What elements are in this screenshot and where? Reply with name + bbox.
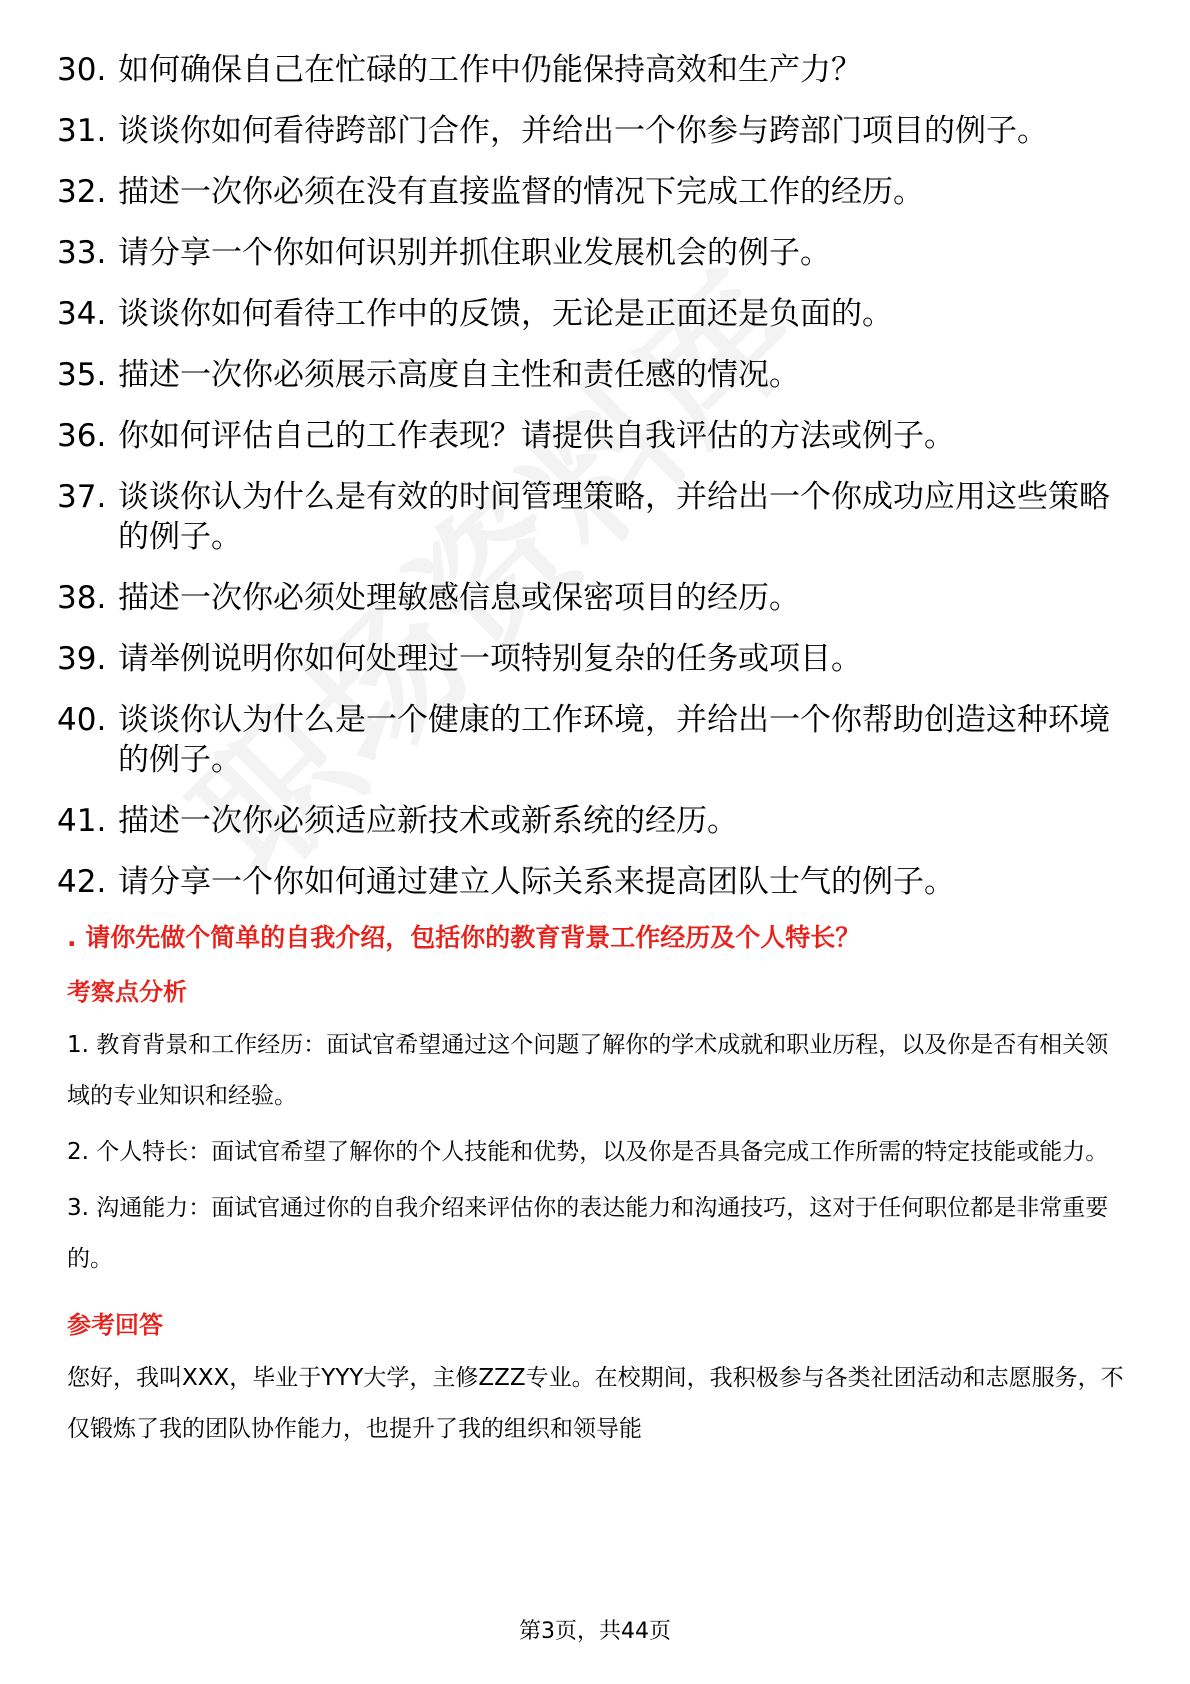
list-item	[57, 862, 1137, 902]
list-item	[57, 700, 1137, 780]
question-number: 36.	[57, 418, 107, 454]
question-text: 描述一次你必须展示高度自主性和责任感的情况。	[118, 357, 800, 393]
list-item	[57, 111, 1137, 151]
question-text: 请分享一个你如何通过建立人际关系来提高团队士气的例子。	[118, 864, 955, 900]
question-text: 谈谈你认为什么是有效的时间管理策略，并给出一个你成功应用这些策略的例子。	[118, 479, 1110, 555]
analysis-heading: 考察点分析	[67, 978, 187, 1006]
question-number: 37.	[57, 479, 107, 515]
interview-question-section	[67, 918, 1127, 1460]
question-title: . 请你先做个简单的自我介绍，包括你的教育背景工作经历及个人特长？	[67, 923, 861, 952]
question-text: 谈谈你认为什么是一个健康的工作环境，并给出一个你帮助创造这种环境的例子。	[118, 702, 1110, 778]
list-item	[57, 50, 1137, 90]
question-text: 如何确保自己在忙碌的工作中仍能保持高效和生产力？	[118, 52, 862, 88]
analysis-point: 1. 教育背景和工作经历：面试官希望通过这个问题了解你的学术成就和职业历程，以及你是否有相关领域的专业知识和经验。	[67, 1032, 1109, 1109]
question-number: 40.	[57, 702, 107, 738]
answer-heading: 参考回答	[67, 1311, 163, 1339]
question-number: 41.	[57, 803, 107, 839]
question-number: 30.	[57, 52, 107, 88]
analysis-point: 2. 个人特长：面试官希望了解你的个人技能和优势，以及你是否具备完成工作所需的特定技能或能力。	[67, 1139, 1109, 1165]
question-text: 谈谈你如何看待跨部门合作，并给出一个你参与跨部门项目的例子。	[118, 113, 1048, 149]
question-text: 请举例说明你如何处理过一项特别复杂的任务或项目。	[118, 641, 862, 677]
analysis-point: 3. 沟通能力：面试官通过你的自我介绍来评估你的表达能力和沟通技巧，这对于任何职位都是非常重要的。	[67, 1195, 1109, 1272]
question-number: 39.	[57, 641, 107, 677]
question-text: 描述一次你必须处理敏感信息或保密项目的经历。	[118, 580, 800, 616]
list-item	[57, 477, 1137, 557]
question-text: 描述一次你必须适应新技术或新系统的经历。	[118, 803, 738, 839]
question-number: 32.	[57, 174, 107, 210]
question-number: 42.	[57, 864, 107, 900]
list-item	[57, 639, 1137, 679]
question-list	[57, 50, 1137, 923]
list-item	[57, 172, 1137, 212]
list-item	[57, 416, 1137, 456]
question-number: 31.	[57, 113, 107, 149]
question-number: 34.	[57, 296, 107, 332]
page-number: 第3页，共44页	[519, 1619, 671, 1644]
question-number: 35.	[57, 357, 107, 393]
question-text: 描述一次你必须在没有直接监督的情况下完成工作的经历。	[118, 174, 924, 210]
answer-text: 您好，我叫XXX，毕业于YYY大学，主修ZZZ专业。在校期间，我积极参与各类社团活动和志愿服务，不仅锻炼了我的团队协作能力，也提升了我的组织和领导能	[67, 1365, 1124, 1442]
list-item	[57, 578, 1137, 618]
question-number: 33.	[57, 235, 107, 271]
question-number: 38.	[57, 580, 107, 616]
question-text: 你如何评估自己的工作表现？请提供自我评估的方法或例子。	[118, 418, 955, 454]
question-text: 请分享一个你如何识别并抓住职业发展机会的例子。	[118, 235, 831, 271]
list-item	[57, 355, 1137, 395]
question-text: 谈谈你如何看待工作中的反馈，无论是正面还是负面的。	[118, 296, 893, 332]
list-item	[57, 233, 1137, 273]
list-item	[57, 801, 1137, 841]
list-item	[57, 294, 1137, 334]
